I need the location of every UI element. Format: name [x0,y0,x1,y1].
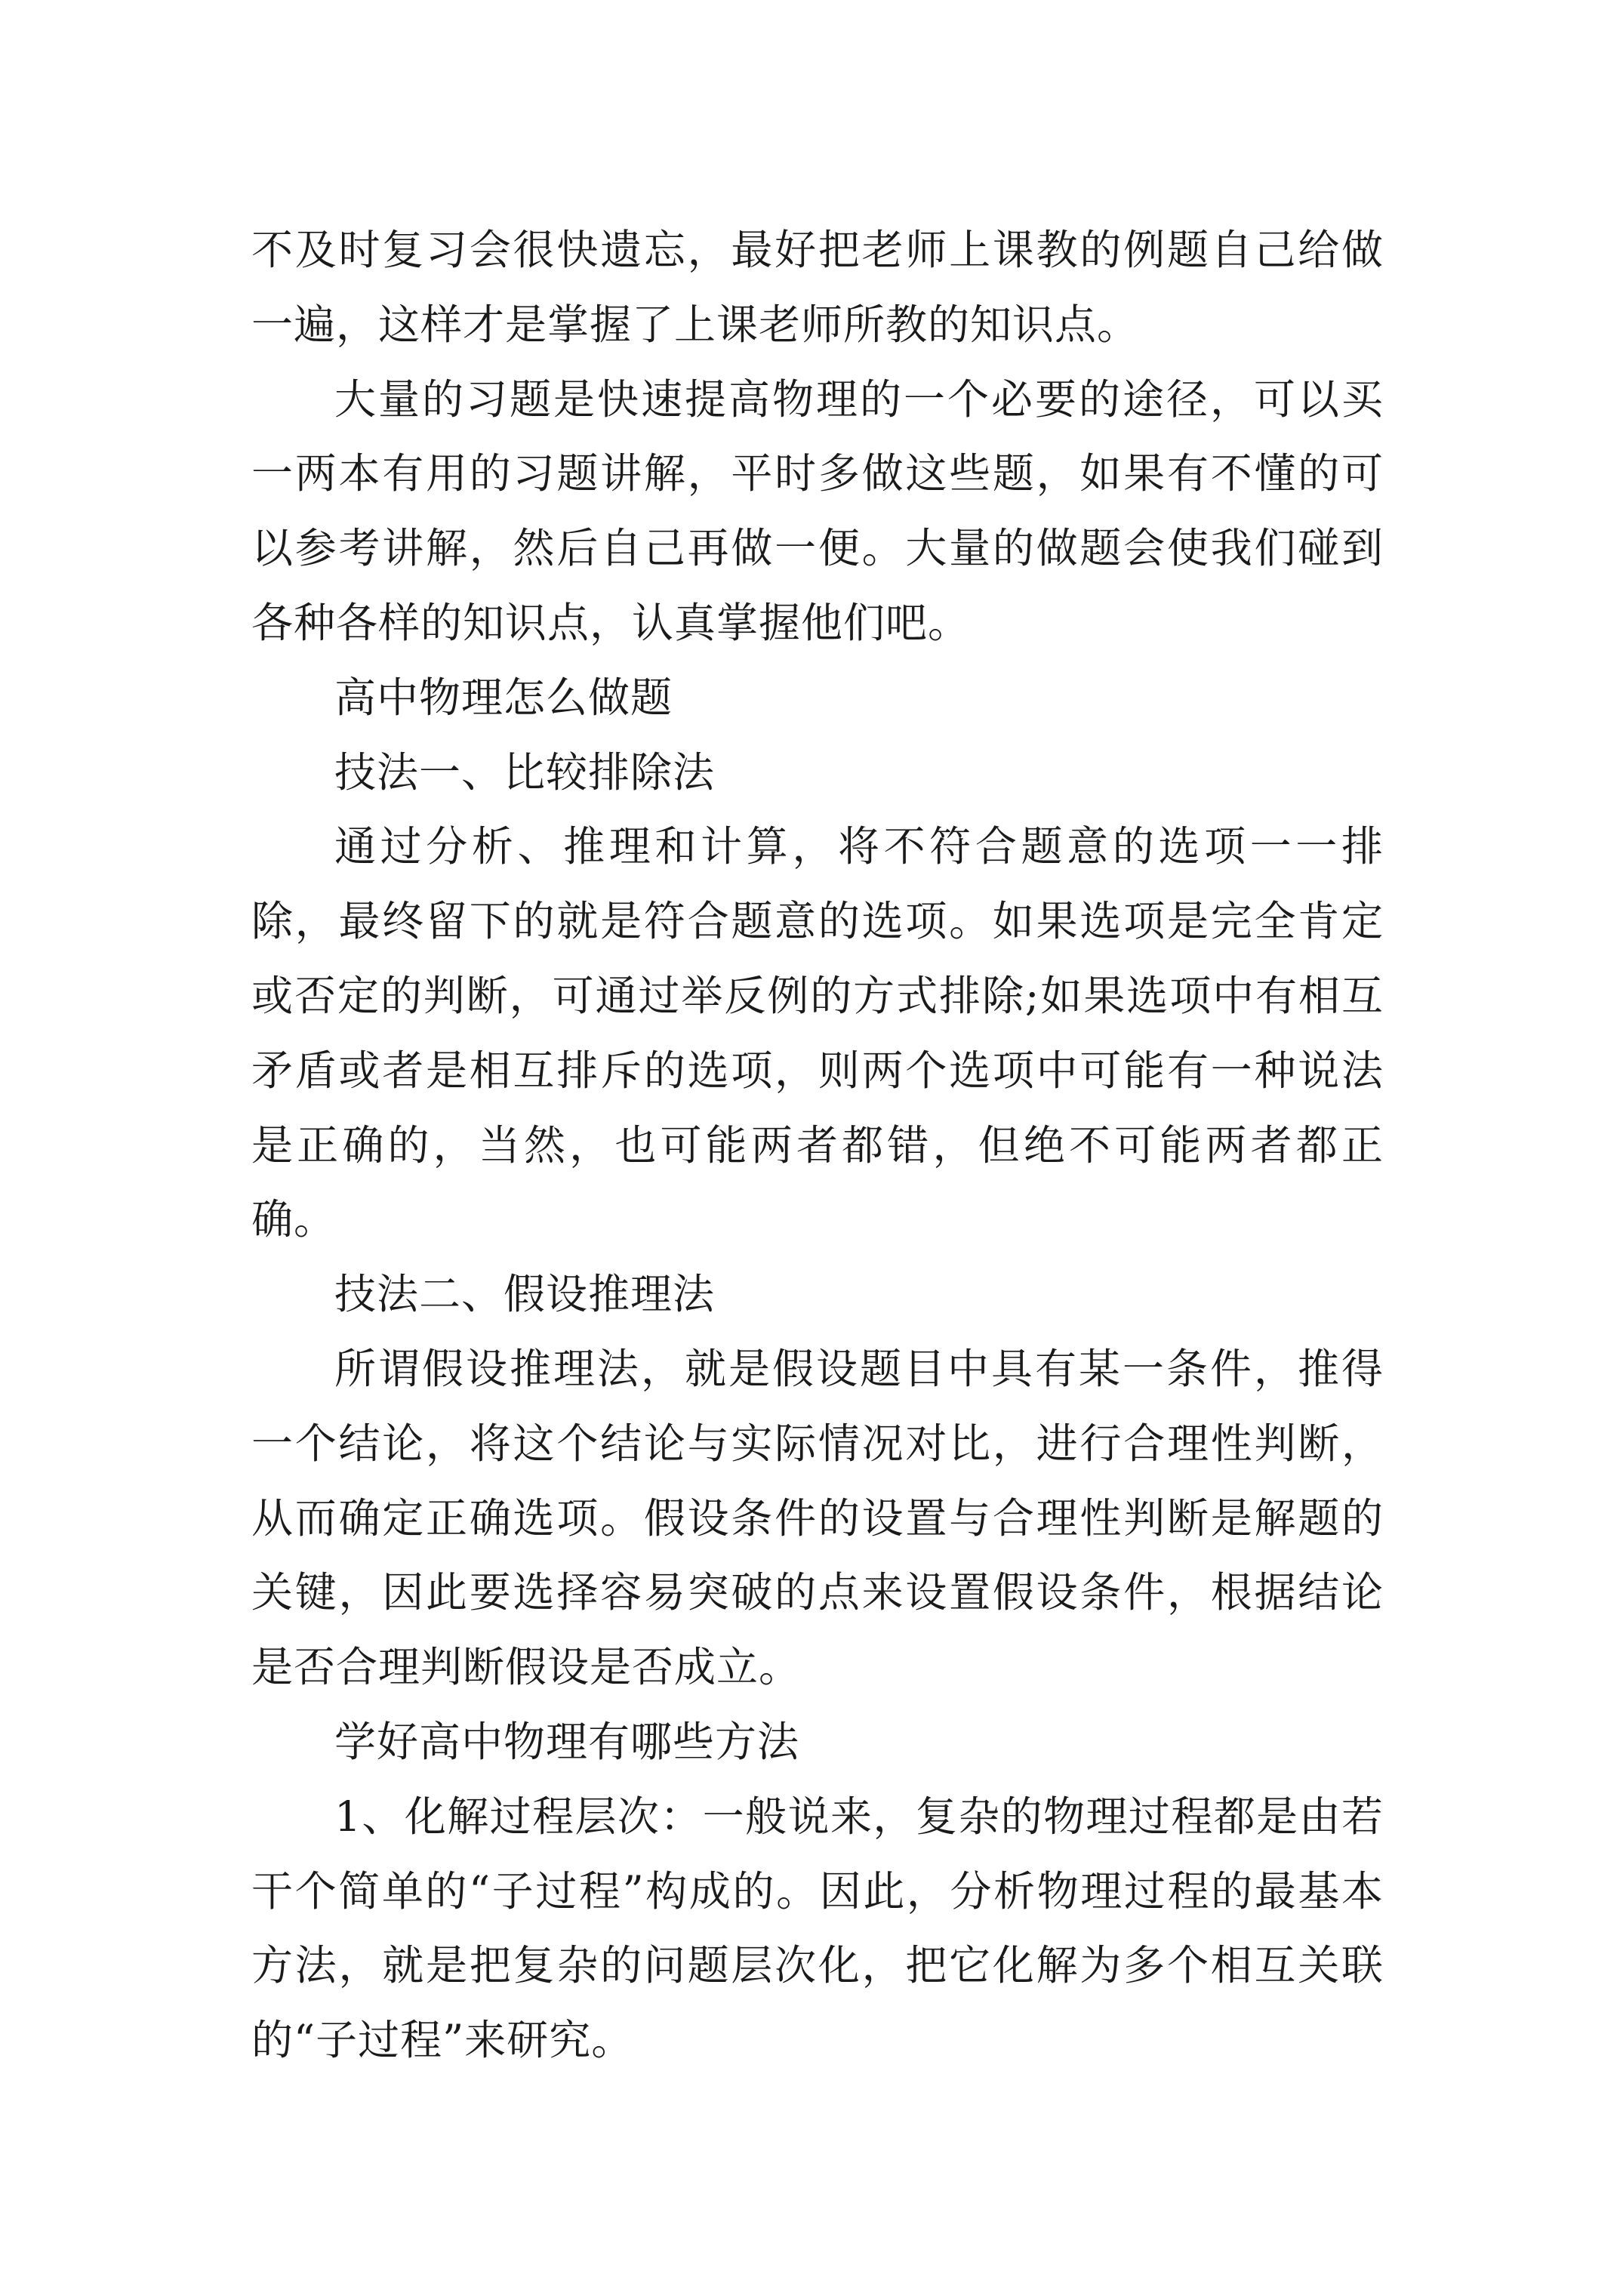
heading-technique-one: 技法一、比较排除法 [334,747,716,797]
document-body [251,213,1384,2078]
paragraph-elimination-method: 通过分析、推理和计算，将不符合题意的选项一一排除，最终留下的就是符合题意的选项。如果选项是完全肯定或否定的判断，可通过举反例的方式排除;如果选项中有相互矛盾或者是相互排斥的选项，则两个选项中可能有一种说法是正确的，当然，也可能两者都错，但绝不可能两者都正确。 [251,822,1384,1244]
paragraph-process-levels: 1、化解过程层次：一般说来，复杂的物理过程都是由若干个简单的“子过程”构成的。因此，分析物理过程的最基本方法，就是把复杂的问题层次化，把它化解为多个相互关联的“子过程”来研究。 [251,1792,1384,2065]
heading-how-to-solve: 高中物理怎么做题 [334,673,673,722]
paragraph-review-examples: 不及时复习会很快遗忘，最好把老师上课教的例题自己给做一遍，这样才是掌握了上课老师所教的知识点。 [251,226,1384,349]
paragraph-practice-problems: 大量的习题是快速提高物理的一个必要的途径，可以买一两本有用的习题讲解，平时多做这些题，如果有不懂的可以参考讲解，然后自己再做一便。大量的做题会使我们碰到各种各样的知识点，认真掌握他们吧。 [251,374,1384,647]
paragraph-hypothesis-method: 所谓假设推理法，就是假设题目中具有某一条件，推得一个结论，将这个结论与实际情况对比，进行合理性判断，从而确定正确选项。假设条件的设置与合理性判断是解题的关键，因此要选择容易突破的点来设置假设条件，根据结论是否合理判断假设是否成立。 [251,1344,1384,1692]
heading-technique-two: 技法二、假设推理法 [334,1270,716,1319]
heading-study-methods: 学好高中物理有哪些方法 [334,1717,800,1766]
